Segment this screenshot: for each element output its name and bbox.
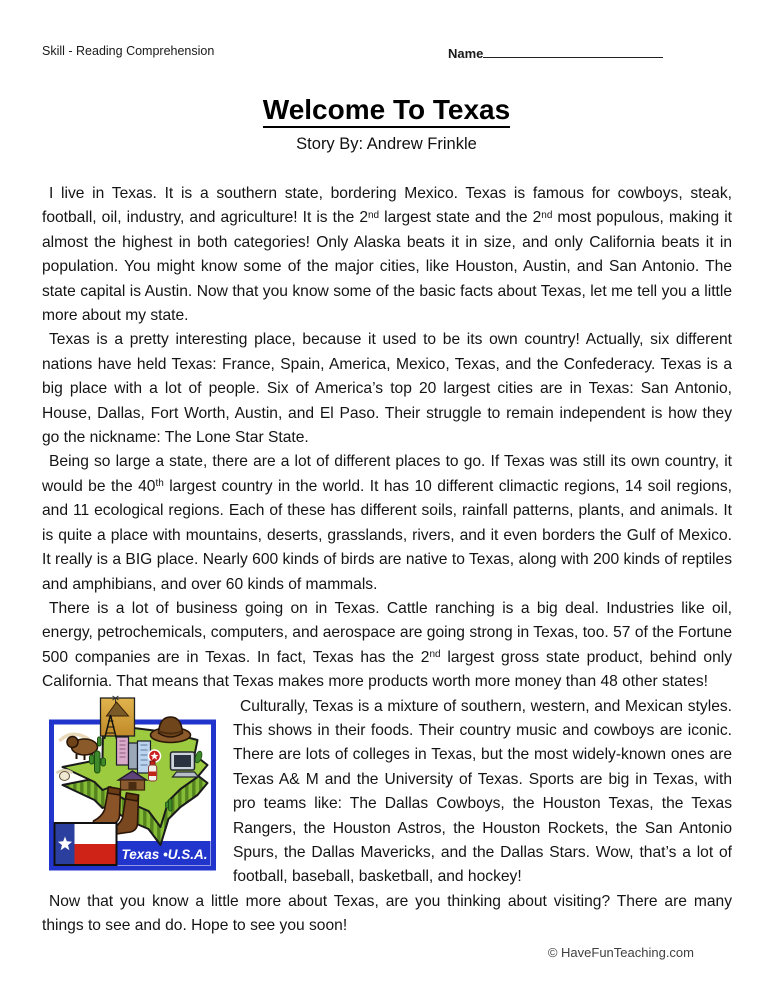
name-blank-line [483,44,663,58]
paragraph-5: Culturally, Texas is a mixture of southern, western, and Mexican styles. This shows in their foods. Their country music and cowboys are iconic. There are lots of colleges in Texas, but the most widely-known ones are Texas A& M and the University of Texas. Sports are big in Texas, with pro teams like: The Dallas Cowboys, the Houston Texas, the Texas Rangers, the Houston Astros, the Houston Rockets, the San Antonio Spurs, the Dallas Mavericks, and the Dallas Stars. Wow, that’s a lot of football, baseball, basketball, and hockey! [233,697,732,886]
texas-illustration-svg [48,695,219,873]
sheriff-star-icon [149,750,161,762]
paragraph-3: Being so large a state, there are a lot of different places to go. If Texas was still its own country, it would be the 40th largest country in the world. It has 10 different climactic regions, 14 soil regions, and 11 ecological regions. Each of these has different soils, rainfall patterns, plants, and animals. It is quite a place with mountains, deserts, grasslands, rivers, and it even borders the Gulf of Mexico. It really is a BIG place. Nearly 600 kinds of birds are native to Texas, along with 200 kinds of reptiles and amphibians, and over 60 kinds of mammals. [42,453,732,593]
copyright-credit: © HaveFunTeaching.com [547,944,694,960]
byline: Story By: Andrew Frinkle [296,135,477,153]
skill-label: Skill - Reading Comprehension [42,44,215,58]
paragraph-1: I live in Texas. It is a southern state, bordering Mexico. Texas is famous for cowboys, steak, football, oil, industry, and agriculture! It is the 2nd largest state and the 2nd most populous, making it almost the highest in both categories! Only Alaska beats it in size, and only California beats it in population. You might know some of the major cities, like Houston, Austin, and San Antonio. The state capital is Austin. Now that you know some of the basic facts about Texas, let me tell you a little more about my state. [42,185,732,325]
page-header [42,44,731,64]
title-block [0,94,773,154]
bottle-icon [149,761,157,781]
paragraph-2: Texas is a pretty interesting place, because it used to be its own country! Actually, six different nations have held Texas: France, Spain, America, Mexico, Texas, and the Confederacy. Texas is a big place with a lot of people. Six of America’s top 20 largest cities are in Texas: San Antonio, House, Dallas, Fort Worth, Austin, and El Paso. Their struggle to remain independent is how they go the nickname: The Lone Star State. [42,331,732,447]
name-label: Name [448,46,484,61]
page-title: Welcome To Texas [0,94,773,126]
paragraph-4: There is a lot of business going on in Texas. Cattle ranching is a big deal. Industries like oil, energy, petrochemicals, computers, and aerospace are going strong in Texas, too. 57 of the Fortune 500 companies are in Texas. In fact, Texas has the 2nd largest gross state product, behind only California. That means that Texas makes more products worth more money than 48 other states! [42,599,733,691]
story-body [42,182,732,965]
texas-flag-icon [55,823,117,865]
paragraph-6: Now that you know a little more about Texas, are you thinking about visiting? There are many things to see and do. Hope to see you soon! [42,892,732,935]
name-field [448,44,663,61]
illustration-caption: Texas •U.S.A. [121,846,208,862]
texas-illustration [48,695,219,873]
